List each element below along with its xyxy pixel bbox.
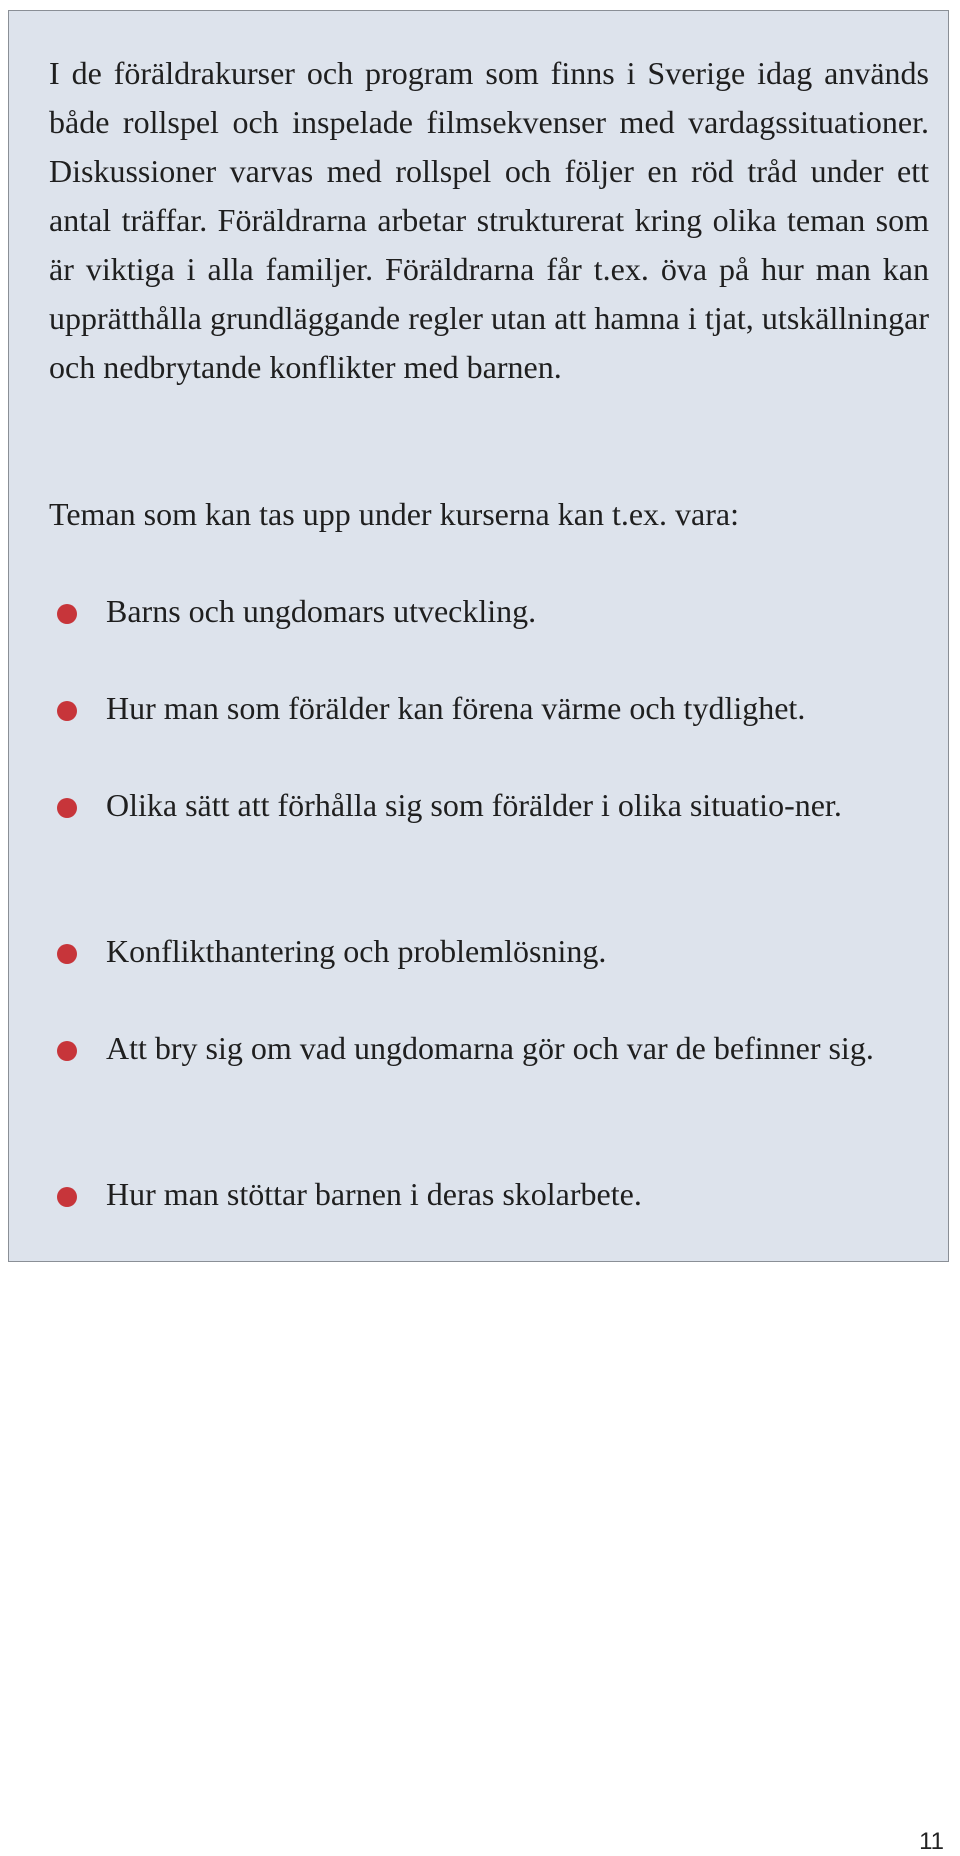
red-bullet-icon: [57, 1187, 77, 1207]
themes-intro: Teman som kan tas upp under kurserna kan t.ex. vara:: [49, 496, 739, 532]
list-item-text: Olika sätt att förhålla sig som förälder i olika situatio-ner.: [106, 787, 842, 823]
list-item-text: Barns och ungdomars utveckling.: [106, 593, 537, 629]
red-bullet-icon: [57, 944, 77, 964]
list-item-text: Att bry sig om vad ungdomarna gör och var de befinner sig.: [106, 1030, 874, 1066]
red-bullet-icon: [57, 701, 77, 721]
list-item: [49, 684, 929, 733]
list-item-text: Konflikthantering och problemlösning.: [106, 933, 607, 969]
page-number: 11: [919, 1828, 944, 1855]
red-bullet-icon: [57, 798, 77, 818]
list-item-text: Hur man som förälder kan förena värme och tydlighet.: [106, 690, 806, 726]
list-item: [49, 1170, 929, 1219]
list-item: [49, 587, 929, 636]
red-bullet-icon: [57, 604, 77, 624]
red-bullet-icon: [57, 1041, 77, 1061]
list-item-text: Hur man stöttar barnen i deras skolarbete.: [106, 1176, 642, 1212]
info-box: [8, 10, 949, 1262]
list-item: [49, 927, 929, 976]
list-item: [49, 1024, 929, 1073]
list-item: [49, 781, 929, 830]
intro-paragraph: I de föräldrakurser och program som finns i Sverige idag används både rollspel och inspelade filmsekvenser med vardagssituationer. Diskussioner varvas med rollspel och följer en röd tråd under ett antal träffar. Föräldrarna arbetar strukturerat kring olika teman som är viktiga i alla familjer. Föräldrarna får t.ex. öva på hur man kan upprätthålla grundläggande regler utan att hamna i tjat, utskällningar och nedbrytande konflikter med barnen.: [49, 55, 929, 385]
